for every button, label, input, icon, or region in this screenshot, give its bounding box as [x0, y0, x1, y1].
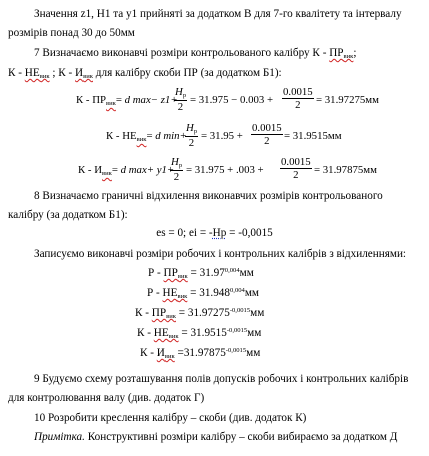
formula-k-ne: К - НЕвик= d min+ $\frac{Hp}{2}$ = 31.95 + $\frac{0.0015}{2}$ = 31.9515мм — [106, 122, 342, 149]
intro-line-1: Значення z1, Н1 та у1 прийняті за додатком В для 7-го квалітету та інтервалу — [34, 8, 402, 20]
step10-line: 10 Розробити креслення калібру – скоби (див. додаток К) — [34, 412, 307, 424]
step8-es-ei: es = 0; ei = -Нр = -0,0015 — [156, 227, 273, 239]
intro-line-2: розмірів понад 30 до 50мм — [8, 27, 135, 39]
note-line — [34, 430, 397, 444]
step7-i: Ивик — [75, 67, 93, 80]
formula-k-i: К - Ивик= d max+ y1+ $\frac{Hp}{2}$ = 31.975 + .003 + $\frac{0.0015}{2}$ = 31.97875мм — [78, 156, 377, 183]
step7-ne: НЕвик — [24, 67, 50, 80]
record-title: Записуємо виконавчі розміри робочих і контрольних калібрів з відхиленнями: — [34, 248, 407, 260]
record-row-k-pr: К - ПРвик = $31.97275^{-0,0015}мм$ — [135, 307, 265, 320]
record-row-p-ne: Р - НЕвик = $31.948^{0,004}мм$ — [147, 287, 260, 300]
record-row-k-ne: К - НЕвик = $31.9515^{-0,0015}мм$ — [137, 327, 262, 340]
step9-line-2: для контролювання валу (див. додаток Г) — [8, 392, 205, 404]
note-text: Конструктивні розміри калібру – скоби вибираємо за додатком Д — [84, 431, 398, 443]
formula-k-pr: К - ПРвик= d max− z1+ $\frac{Hp}{2}$ = 31.975 − 0.003 + $\frac{0.0015}{2}$ = 31.97275мм — [76, 86, 379, 113]
step8-line-1: 8 Визначаємо граничні відхилення виконавчих розмірів контрольованого — [34, 190, 383, 202]
step7-line-2: К - НЕвик ; К - Ивик для калібру скоби ПР (за додатком Б1): — [8, 67, 282, 80]
record-row-k-i: К - Ивик $=31.97875^{-0,0015}мм$ — [140, 347, 261, 360]
step8-line-2: калібру (за додатком Б1): — [8, 209, 128, 221]
step9-line-1: 9 Будуємо схему розташування полів допусків робочих і контрольних калібрів — [34, 373, 409, 385]
record-row-p-pr: Р - ПРвик = $31.97^{0,004}мм$ — [148, 267, 254, 280]
step7-pr: ПРвик — [329, 47, 354, 60]
step7-heading: 7 Визначаємо виконавчі розміри контрольованого калібру К - ПРвик; — [34, 47, 357, 60]
note-label: Примітка. — [34, 431, 85, 443]
